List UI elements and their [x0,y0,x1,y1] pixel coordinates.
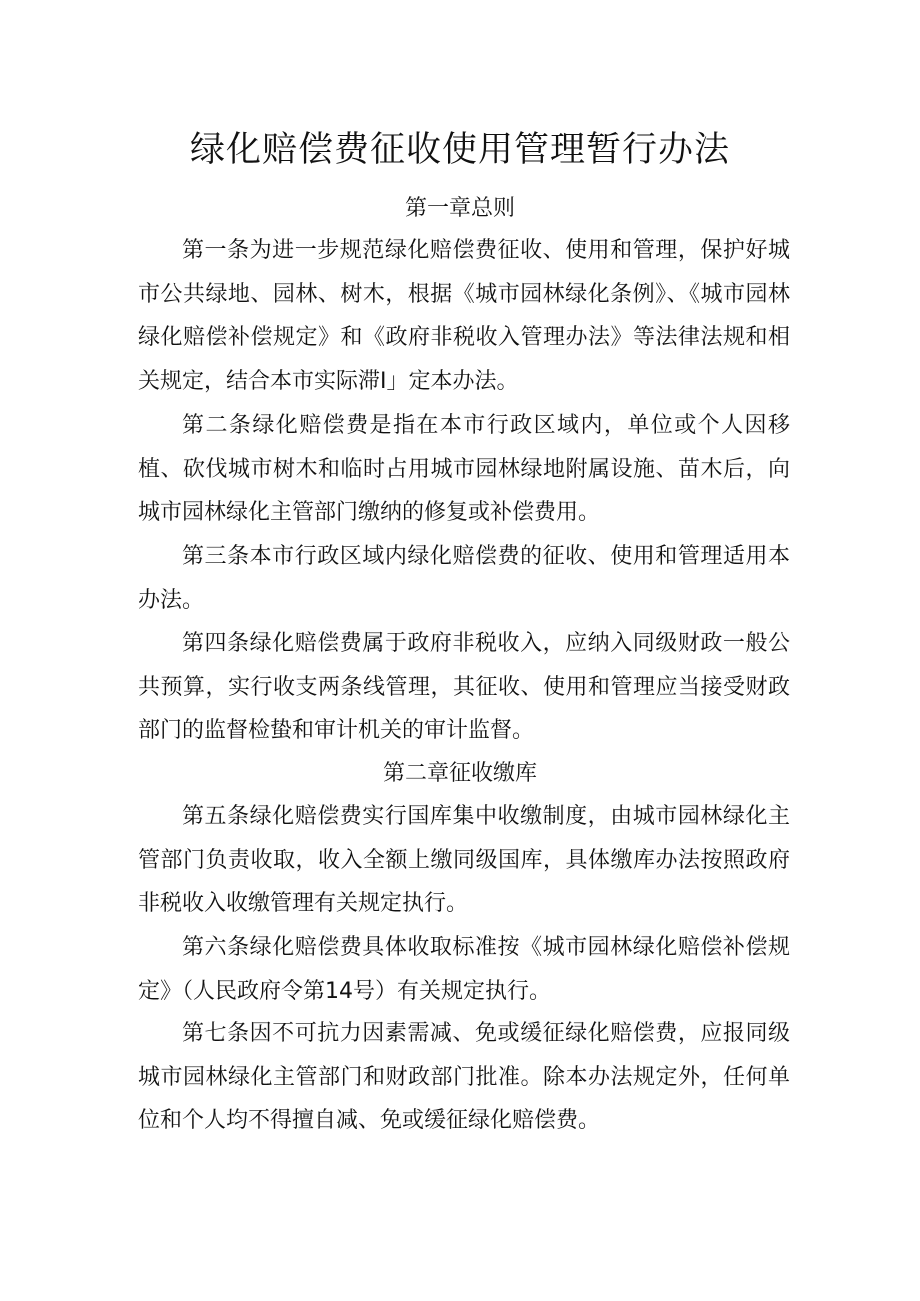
article-1: 第一条为进一步规范绿化赔偿费征收、使用和管理，保护好城市公共绿地、园林、树木，根据《城市园林绿化条例》、《城市园林绿化赔偿补偿规定》和《政府非税收入管理办法》等法律法规和相关规定，结合本市实际滞I」定本办法。 [138,238,790,395]
article-7: 第七条因不可抗力因素需减、免或缓征绿化赔偿费，应报同级城市园林绿化主管部门和财政部门批准。除本办法规定外，任何单位和个人均不得擅自减、免或缓征绿化赔偿费。 [138,1021,790,1134]
article-5: 第五条绿化赔偿费实行国库集中收缴制度，由城市园林绿化主管部门负责收取，收入全额上缴同级国库，具体缴库办法按照政府非税收入收缴管理有关规定执行。 [138,804,790,917]
document-title: 绿化赔偿费征收使用管理暂行办法 [189,130,730,170]
article-2: 第二条绿化赔偿费是指在本市行政区域内，单位或个人因移植、砍伐城市树木和临时占用城市园林绿地附属设施、苗木后，向城市园林绿化主管部门缴纳的修复或补偿费用。 [138,413,790,526]
chapter-heading-2: 第二章征收缴库 [382,761,537,786]
article-6: 第六条绿化赔偿费具体收取标准按《城市园林绿化赔偿补偿规定》（人民政府令第14号）有关规定执行。 [138,935,790,1004]
chapter-heading-1: 第一章总则 [404,196,515,221]
article-4: 第四条绿化赔偿费属于政府非税收入，应纳入同级财政一般公共预算，实行收支两条线管理，其征收、使用和管理应当接受财政部门的监督检蛰和审计机关的审计监督。 [138,631,790,744]
article-3: 第三条本市行政区域内绿化赔偿费的征收、使用和管理适用本办法。 [138,544,790,613]
